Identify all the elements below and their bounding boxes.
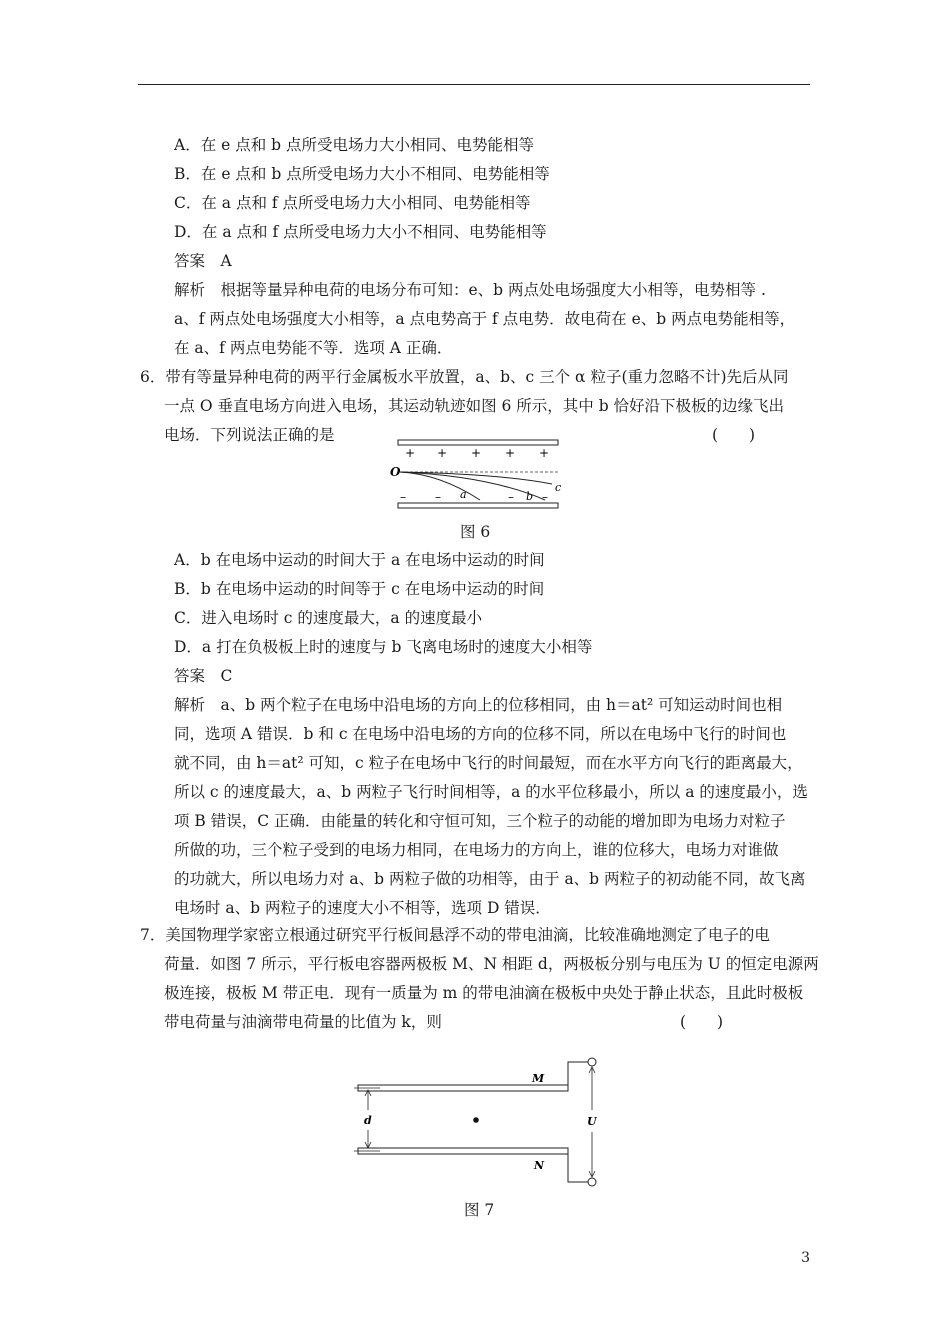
q6-stem-line: 6．带有等量异种电荷的两平行金属板水平放置，a、b、c 三个 α 粒子(重力忽略不计)先后从同 — [140, 368, 789, 386]
header-rule — [138, 84, 810, 85]
q6-analysis-line: 就不同，由 h＝at² 可知，c 粒子在电场中飞行的时间最短，而在水平方向飞行的距离最大， — [174, 754, 803, 772]
q6-analysis-line: 项 B 错误，C 正确．由能量的转化和守恒可知，三个粒子的动能的增加即为电场力对粒子 — [174, 812, 786, 830]
minus-sign: – — [400, 490, 406, 504]
q7-stem-line: 7．美国物理学家密立根通过研究平行板间悬浮不动的带电油滴，比较准确地测定了电子的电 — [140, 926, 770, 944]
q6-analysis-line: 的功就大，所以电场力对 a、b 两粒子做的功相等，由于 a、b 两粒子的初动能不同，故飞离 — [174, 870, 806, 888]
plate-n — [358, 1148, 568, 1154]
terminal-bottom — [588, 1178, 596, 1186]
q6-analysis-line: 解析 a、b 两个粒子在电场中沿电场的方向上的位移相同，由 h＝at² 可知运动时间也相 — [174, 696, 783, 714]
q5-answer: 答案 A — [174, 252, 232, 270]
q6-analysis-line: 所做的功，三个粒子受到的电场力相同，在电场力的方向上，谁的位移大，电场力对谁做 — [174, 841, 779, 859]
plus-sign: + — [538, 446, 550, 460]
minus-sign: – — [435, 490, 441, 504]
label-n: N — [534, 1159, 545, 1172]
terminal-top — [588, 1058, 596, 1066]
minus-sign: – — [542, 490, 548, 504]
figure-6-caption: 图 6 — [460, 523, 491, 541]
minus-sign: – — [508, 490, 514, 504]
label-u: U — [587, 1115, 597, 1128]
figure-6-diagram — [380, 436, 580, 516]
figure-7-diagram — [350, 1052, 610, 1192]
positive-plate — [398, 440, 558, 445]
q6-analysis-line: 所以 c 的速度最大，a、b 两粒子飞行时间相等，a 的水平位移最小，所以 a 的速度最小，选 — [174, 783, 808, 801]
plus-sign: + — [470, 446, 482, 460]
q7-stem-line: 带电荷量与油滴带电荷量的比值为 k，则 — [164, 1013, 442, 1031]
track-label-a: a — [460, 488, 467, 501]
q6-option-c: C．进入电场时 c 的速度最大，a 的速度最小 — [174, 609, 483, 627]
q5-option-b: B．在 e 点和 b 点所受电场力大小不相同、电势能相等 — [174, 165, 550, 183]
q5-analysis-line: 在 a、f 两点电势能不等．选项 A 正确． — [174, 339, 453, 357]
point-o-label: O — [390, 465, 401, 479]
q6-option-b: B．b 在电场中运动的时间等于 c 在电场中运动的时间 — [174, 580, 545, 598]
q5-option-d: D．在 a 点和 f 点所受电场力大小不相同、电势能相等 — [174, 223, 547, 241]
label-d: d — [364, 1114, 372, 1127]
q5-option-c: C．在 a 点和 f 点所受电场力大小相同、电势能相等 — [174, 194, 531, 212]
q7-answer-bracket: ( ) — [680, 1013, 724, 1031]
track-label-c: c — [555, 481, 562, 494]
plate-m — [358, 1085, 568, 1091]
q6-analysis-line: 同，选项 A 错误．b 和 c 在电场中沿电场的方向的位移不同，所以在电场中飞行的时间也 — [174, 725, 787, 743]
q7-stem-line: 荷量．如图 7 所示，平行板电容器两极板 M、N 相距 d，两极板分别与电压为 U 的恒定电源两 — [164, 955, 819, 973]
q5-analysis-line: 解析 根据等量异种电荷的电场分布可知：e、b 两点处电场强度大小相等，电势相等 . — [174, 281, 766, 299]
q6-answer-bracket: ( ) — [712, 426, 756, 444]
track-label-b: b — [526, 490, 534, 503]
wire-m — [568, 1062, 588, 1088]
q6-analysis-line: 电场时 a、b 两粒子的速度大小不相等，选项 D 错误． — [174, 899, 551, 917]
q6-stem-line: 电场．下列说法正确的是 — [164, 426, 335, 444]
q7-stem-line: 极连接，极板 M 带正电．现有一质量为 m 的带电油滴在极板中央处于静止状态，且此时极板 — [164, 984, 804, 1002]
q6-stem-line: 一点 O 垂直电场方向进入电场，其运动轨迹如图 6 所示，其中 b 恰好沿下极板的边缘飞出 — [164, 397, 785, 415]
label-m: M — [532, 1072, 545, 1085]
plus-sign: + — [504, 446, 516, 460]
q5-analysis-line: a、f 两点处电场强度大小相等，a 点电势高于 f 点电势．故电荷在 e、b 两点电势能相等， — [174, 310, 796, 328]
q5-option-a: A．在 e 点和 b 点所受电场力大小相同、电势能相等 — [174, 136, 534, 154]
page-number: 3 — [801, 1250, 810, 1266]
plus-sign: + — [404, 446, 416, 460]
plus-sign: + — [436, 446, 448, 460]
q6-option-d: D．a 打在负极板上时的速度与 b 飞离电场时的速度大小相等 — [174, 638, 593, 656]
negative-plate — [398, 503, 558, 508]
wire-n — [568, 1151, 588, 1182]
q6-answer: 答案 C — [174, 667, 233, 685]
figure-7-caption: 图 7 — [464, 1201, 495, 1219]
q6-option-a: A．b 在电场中运动的时间大于 a 在电场中运动的时间 — [174, 551, 545, 569]
oil-drop — [473, 1117, 479, 1123]
